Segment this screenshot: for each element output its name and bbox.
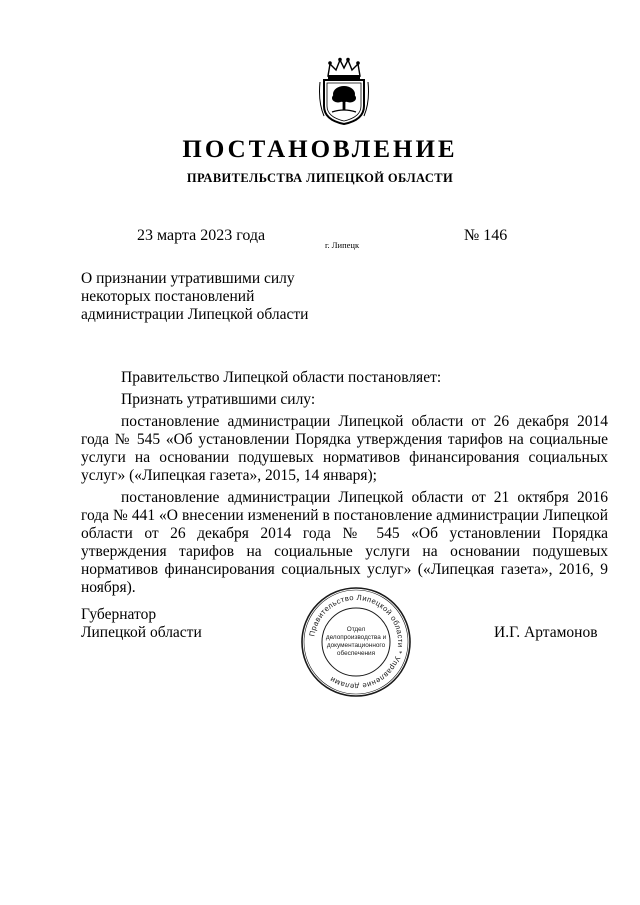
body-paragraph: постановление администрации Липецкой области от 21 октября 2016 года № 441 «О внесении изменений в постановление администрации Липецкой области от 26 декабря 2014 года № 545 «Об установлении Порядка утверждения тарифов на социальные услуги на основании подушевых нормативов финансирования социальных услуг» («Липецкая газета», 2016, 9 ноября). — [81, 489, 608, 596]
signer-position-line: Липецкой области — [81, 624, 202, 641]
signer-position — [81, 606, 202, 642]
document-city: г. Липецк — [325, 240, 360, 250]
signer-name: И.Г. Артамонов — [494, 624, 598, 641]
subject-line: администрации Липецкой области — [81, 306, 309, 323]
document-date: 23 марта 2023 года — [137, 227, 266, 244]
stamp-outer-text: Правительство Липецкой области * Управление делами — [307, 592, 406, 692]
document-subtitle: ПРАВИТЕЛЬСТВА ЛИПЕЦКОЙ ОБЛАСТИ — [186, 171, 454, 185]
body-paragraph: постановление администрации Липецкой области от 26 декабря 2014 года № 545 «Об установлении Порядка утверждения тарифов на социальные услуги на основании подушевых нормативов финансирования социальных услуг» («Липецкая газета», 2015, 14 января); — [81, 413, 608, 484]
official-stamp — [300, 586, 412, 698]
stamp-inner-line: документационного — [326, 642, 386, 649]
svg-text:Отделделопроизводства идокумен — [326, 626, 387, 657]
document-subject — [81, 270, 308, 324]
signer-position-line: Губернатор — [81, 606, 157, 623]
subject-line: некоторых постановлений — [81, 288, 255, 305]
stamp-inner-line: делопроизводства и — [325, 634, 387, 641]
document-body — [81, 369, 608, 597]
coat-of-arms-icon — [318, 56, 370, 126]
stamp-inner-line: обеспечения — [336, 650, 376, 657]
document-title: ПОСТАНОВЛЕНИЕ — [182, 136, 458, 163]
body-paragraph: Признать утратившими силу: — [121, 391, 316, 408]
subject-line: О признании утратившими силу — [81, 270, 295, 287]
stamp-inner-line: Отдел — [346, 626, 366, 633]
body-paragraph: Правительство Липецкой области постановляет: — [121, 369, 442, 386]
document-number: № 146 — [464, 227, 508, 244]
